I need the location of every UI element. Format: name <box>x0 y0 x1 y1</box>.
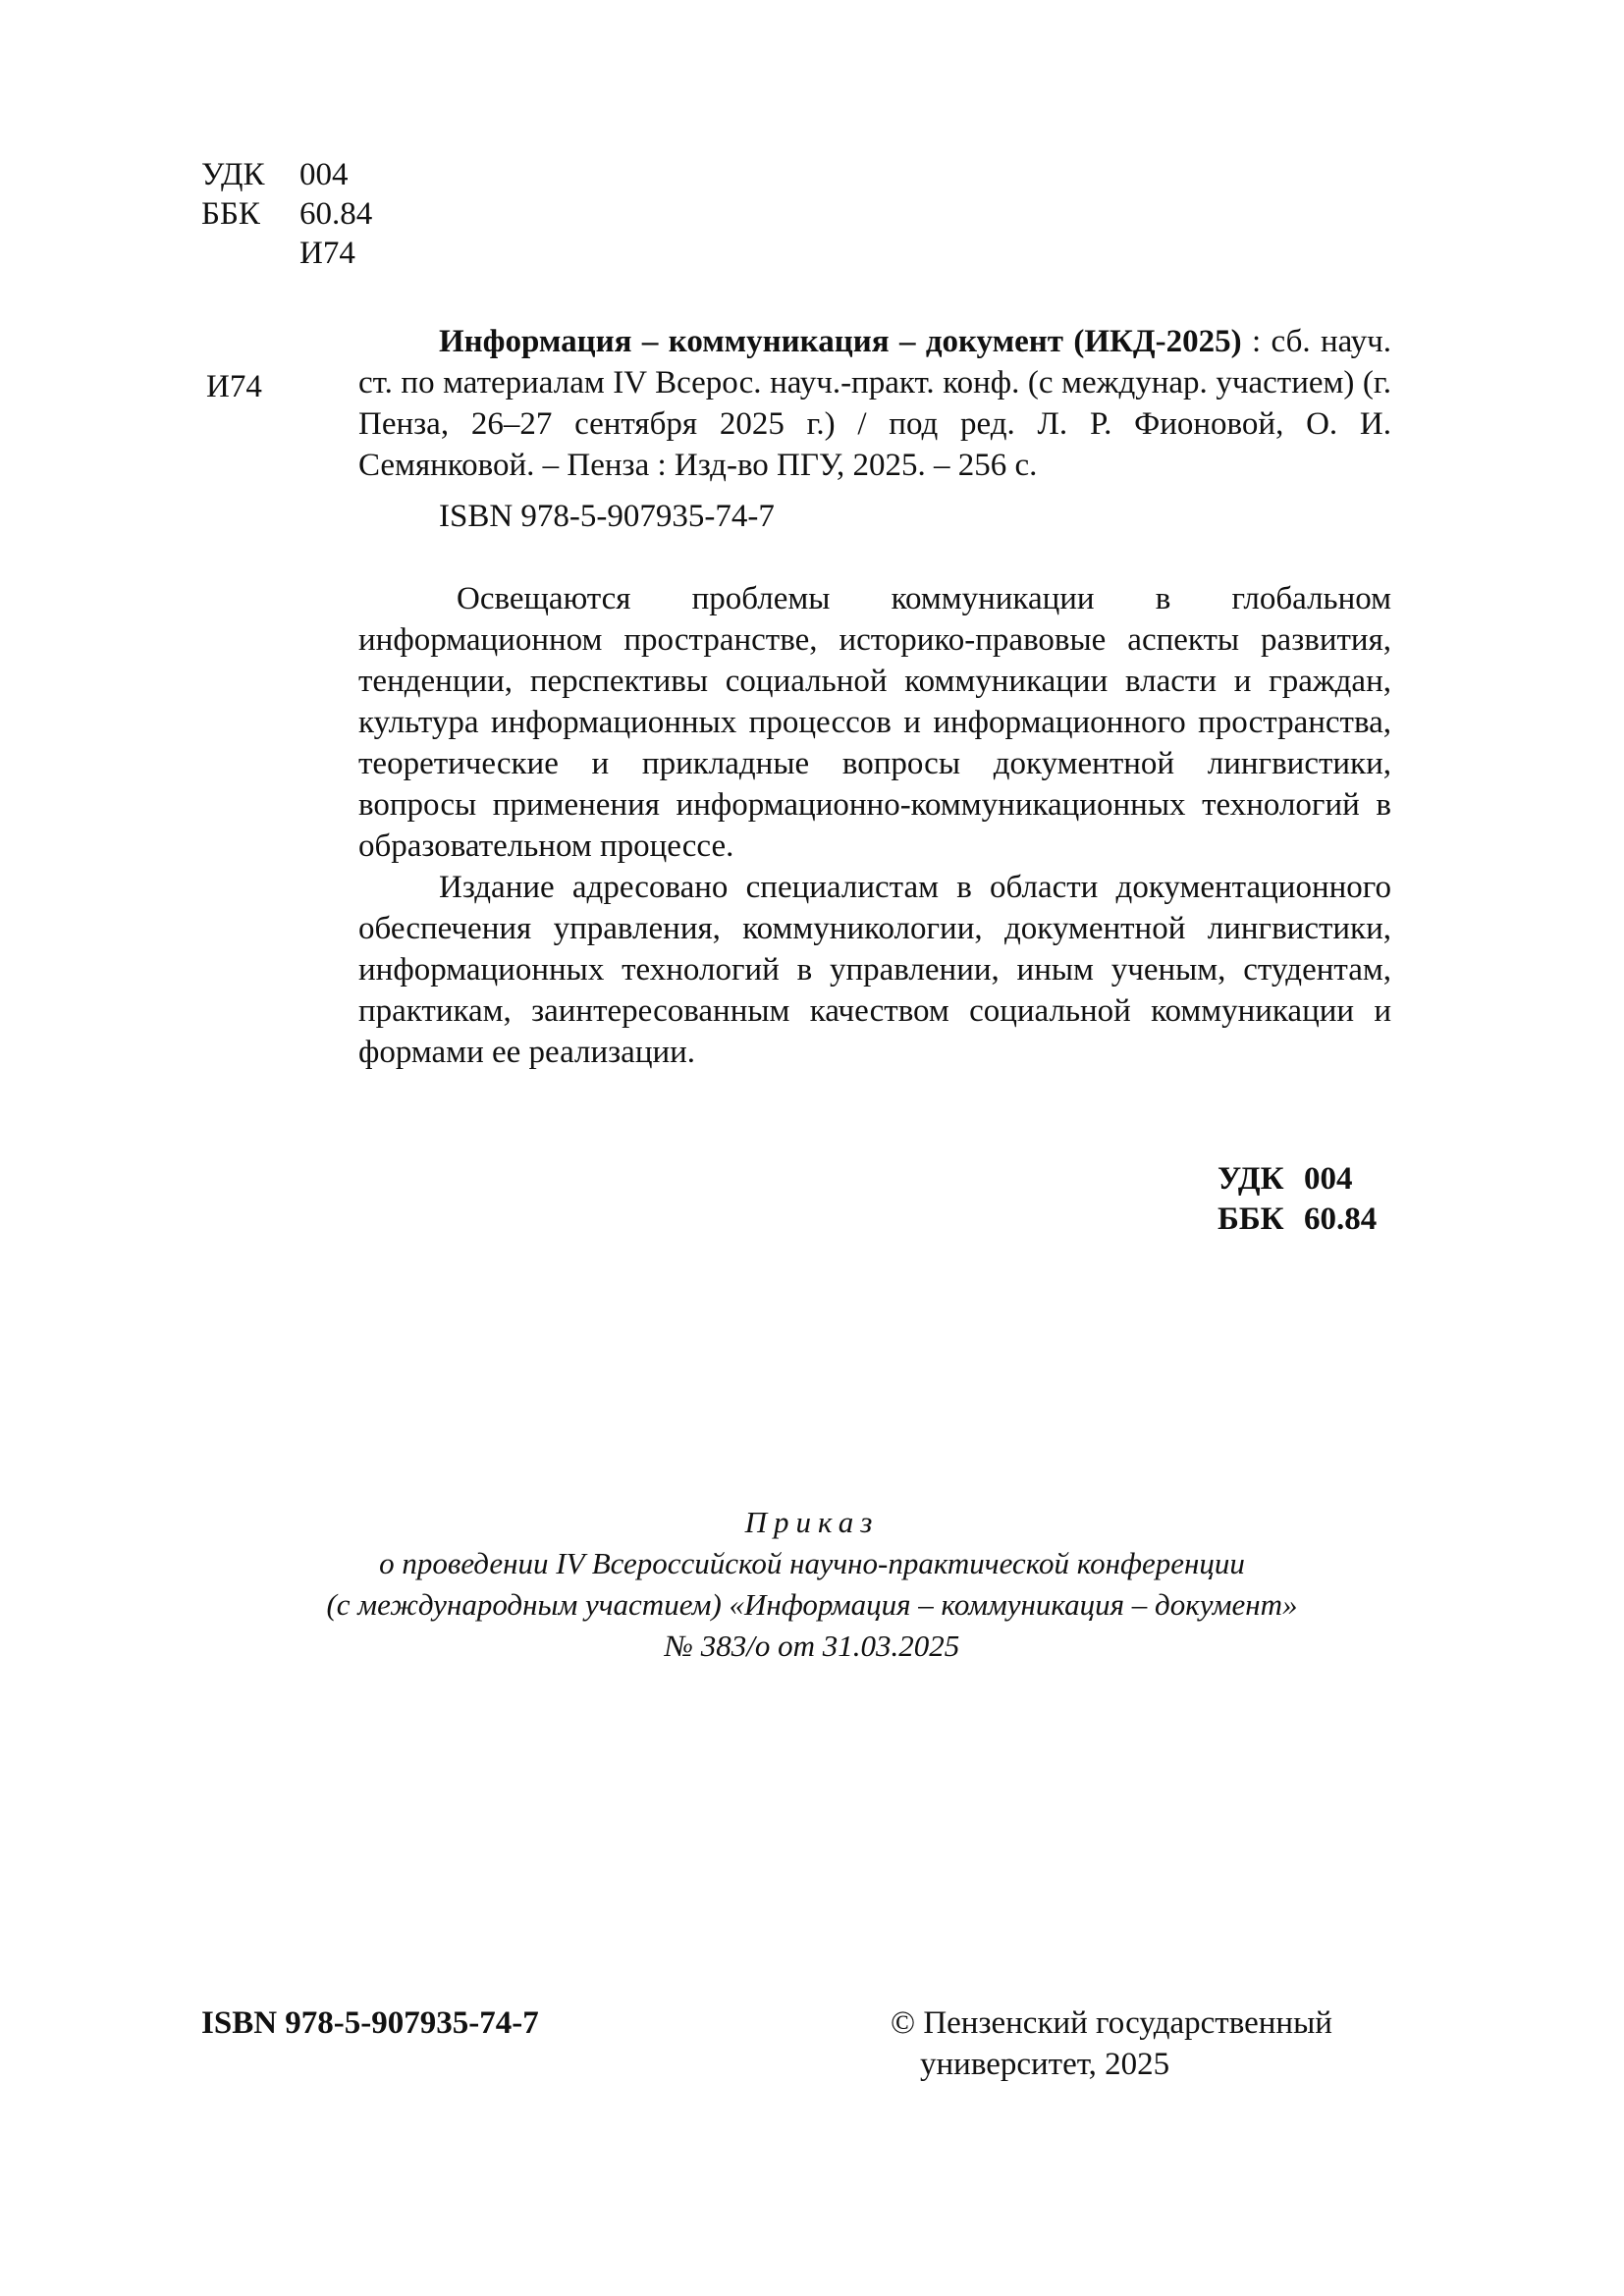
order-note <box>0 1502 1624 1667</box>
bibliographic-record <box>358 321 1391 1073</box>
isbn-line: ISBN 978-5-907935-74-7 <box>439 499 775 534</box>
bbk-bottom-value: 60.84 <box>1304 1201 1378 1237</box>
udk-row <box>201 154 349 195</box>
udk-bottom-row <box>1218 1158 1353 1200</box>
audience-paragraph: Издание адресовано специалистам в области документационного обеспечения управления, коммуникологии, документной лингвистики, информационных технологий в управлении, иным ученым, студентам, практикам, заинтересованным качеством социальной коммуникации и формами ее реализации. <box>358 870 1391 1070</box>
order-line-3: № 383/о от 31.03.2025 <box>664 1629 960 1663</box>
copyright-line-1: © Пензенский государственный <box>891 2005 1332 2041</box>
book-title-suffix: : <box>1241 324 1262 359</box>
udk-bottom-label: УДК <box>1218 1161 1284 1197</box>
udk-label: УДК <box>201 157 265 192</box>
book-title: Информация – коммуникация – документ (ИКД-2025) <box>439 324 1242 359</box>
udk-bottom-value: 004 <box>1304 1161 1353 1197</box>
author-sign-side: И74 <box>206 369 262 404</box>
order-line-2: (с международным участием) «Информация – коммуникация – документ» <box>326 1587 1298 1622</box>
bbk-bottom-row <box>1218 1199 1377 1240</box>
abstract-paragraph: Освещаются проблемы коммуникации в глобальном информационном пространстве, историко-правовые аспекты развития, тенденции, перспективы социальной коммуникации власти и граждан, культура информационных процессов и информационного пространства, теоретические и прикладные вопросы документной лингвистики, вопросы применения информационно-коммуникационных технологий в образовательном процессе. <box>358 581 1391 864</box>
bbk-value: 60.84 <box>299 196 373 232</box>
order-heading: Приказ <box>744 1505 880 1539</box>
bbk-label: ББК <box>201 196 260 232</box>
copyright-block <box>891 2002 1401 2085</box>
bottom-isbn: ISBN 978-5-907935-74-7 <box>201 2005 539 2041</box>
author-sign-top: И74 <box>299 236 355 271</box>
copyright-line-2: университет, 2025 <box>920 2047 1170 2082</box>
order-line-1: о проведении IV Всероссийской научно-практической конференции <box>379 1546 1245 1580</box>
book-description: сб. науч. ст. по материалам IV Всерос. науч.-практ. конф. (с междунар. участием) (г. Пенза, 26–27 сентября 2025 г.) / под ред. Л. Р. Фионовой, О. И. Семянковой. – Пенза : Изд-во ПГУ, 2025. – 256 с. <box>358 324 1391 483</box>
bbk-bottom-label: ББК <box>1218 1201 1284 1237</box>
bbk-row <box>201 193 372 235</box>
bibliographic-description <box>358 321 1391 486</box>
udk-value: 004 <box>299 157 349 192</box>
